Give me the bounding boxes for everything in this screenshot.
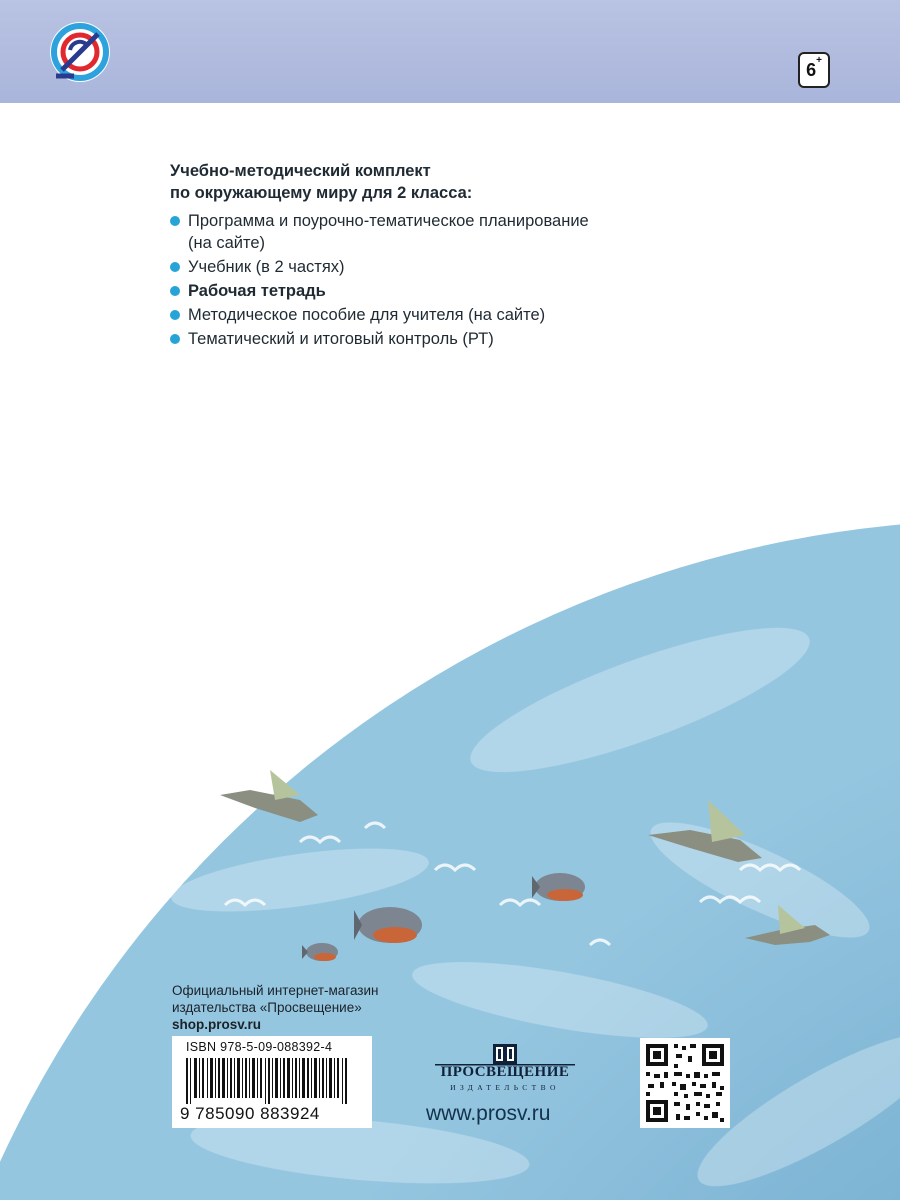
shop-line1: Официальный интернет-магазин — [172, 983, 379, 998]
shop-info — [172, 982, 379, 1033]
age-rating-plus: + — [816, 55, 822, 66]
isbn-barcode-box — [172, 1036, 372, 1128]
age-rating-number: 6 — [806, 60, 817, 80]
kit-title-line2: по окружающему миру для 2 класса: — [170, 184, 473, 202]
publisher-name: ПРОСВЕЩЕНИЕ — [440, 1064, 570, 1080]
kit-title-line1: Учебно-методический комплект — [170, 162, 431, 180]
list-item-text-cont: (на сайте) — [188, 234, 266, 252]
publisher-url-link[interactable]: www.prosv.ru — [426, 1102, 551, 1125]
list-item-text: Учебник (в 2 частях) — [188, 258, 345, 276]
publisher-subtitle: ИЗДАТЕЛЬСТВО — [450, 1083, 560, 1092]
list-item-text: Рабочая тетрадь — [188, 282, 326, 300]
list-item-text: Тематический и итоговый контроль (РТ) — [188, 330, 494, 348]
shop-line2: издательства «Просвещение» — [172, 1000, 362, 1015]
publisher-book-icon — [430, 1042, 580, 1066]
list-item-text: Методическое пособие для учителя (на сайте) — [188, 306, 546, 324]
qr-code-icon[interactable] — [640, 1038, 730, 1128]
barcode-icon — [186, 1058, 358, 1104]
isbn-label: ISBN 978-5-09-088392-4 — [186, 1040, 333, 1054]
list-item-text: Программа и поурочно-тематическое планирование — [188, 212, 589, 230]
barcode-number: 9 785090 883924 — [180, 1104, 320, 1123]
shop-url-link[interactable]: shop.prosv.ru — [172, 1017, 262, 1032]
